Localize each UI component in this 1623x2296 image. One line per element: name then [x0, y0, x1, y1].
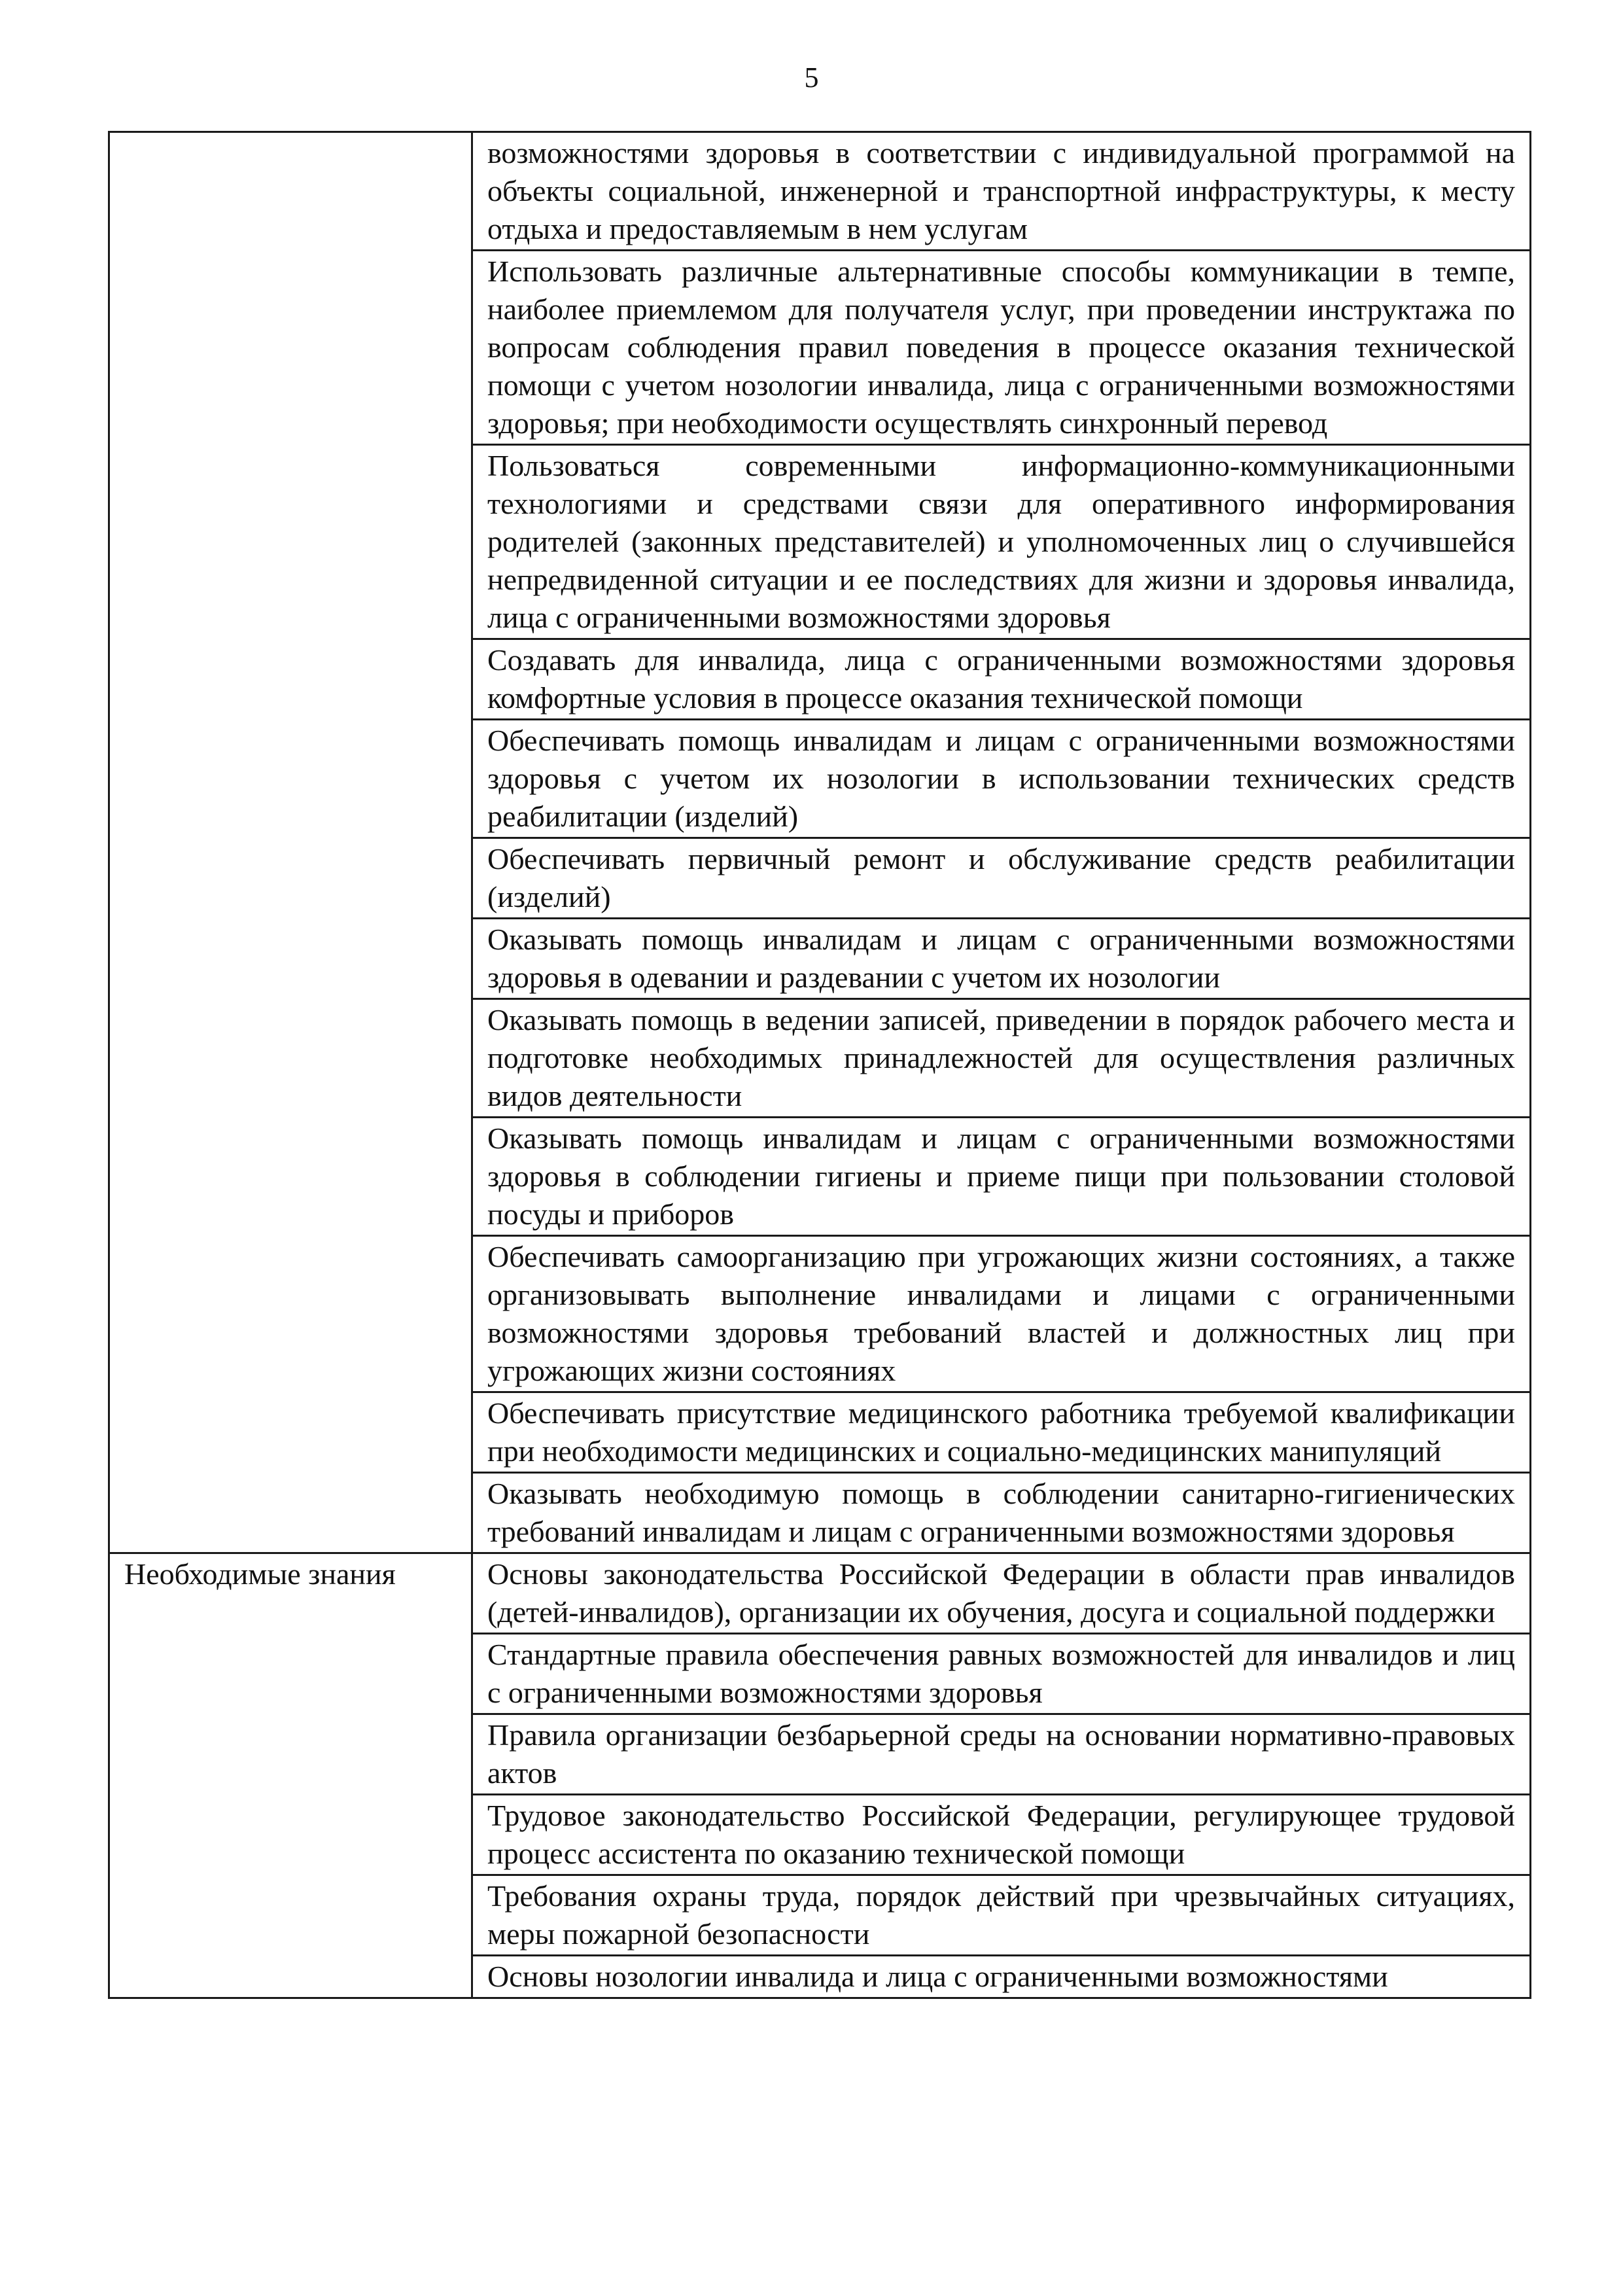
skill-cell: Обеспечивать первичный ремонт и обслуживание средств реабилитации (изделий)	[472, 838, 1531, 919]
section-heading-knowledge: Необходимые знания	[124, 1557, 396, 1591]
skill-cell: Оказывать помощь инвалидам и лицам с ограниченными возможностями здоровья в одевании и раздевании с учетом их нозологии	[472, 919, 1531, 999]
skill-cell: Обеспечивать самоорганизацию при угрожающих жизни состояниях, а также организовывать выполнение инвалидами и лицами с ограниченными возможностями здоровья требований властей и должностных лиц при угрожающих жизни состояниях	[472, 1236, 1531, 1392]
section-heading-cell	[109, 132, 472, 1553]
section-heading-cell	[109, 1553, 472, 1998]
skill-cell: возможностями здоровья в соответствии с индивидуальной программой на объекты социальной, инженерной и транспортной инфраструктуры, к месту отдыха и предоставляемым в нем услугам	[472, 132, 1531, 251]
skill-cell: Пользоваться современными информационно-коммуникационными технологиями и средствами связи для оперативного информирования родителей (законных представителей) и уполномоченных лиц о случившейся непредвиденной ситуации и ее последствиях для жизни и здоровья инвалида, лица с ограниченными возможностями здоровья	[472, 445, 1531, 639]
competency-table	[108, 131, 1531, 1999]
skill-cell: Обеспечивать присутствие медицинского работника требуемой квалификации при необходимости медицинских и социально-медицинских манипуляций	[472, 1392, 1531, 1473]
knowledge-cell: Трудовое законодательство Российской Федерации, регулирующее трудовой процесс ассистента по оказанию технической помощи	[472, 1795, 1531, 1875]
skill-cell: Оказывать помощь в ведении записей, приведении в порядок рабочего места и подготовке необходимых принадлежностей для осуществления различных видов деятельности	[472, 999, 1531, 1118]
skill-cell: Обеспечивать помощь инвалидам и лицам с ограниченными возможностями здоровья с учетом их нозологии в использовании технических средств реабилитации (изделий)	[472, 720, 1531, 838]
skill-cell: Оказывать необходимую помощь в соблюдении санитарно-гигиенических требований инвалидам и лицам с ограниченными возможностями здоровья	[472, 1473, 1531, 1553]
skill-cell: Создавать для инвалида, лица с ограниченными возможностями здоровья комфортные условия в процессе оказания технической помощи	[472, 639, 1531, 720]
table-row	[109, 132, 1531, 251]
knowledge-cell: Основы законодательства Российской Федерации в области прав инвалидов (детей-инвалидов), организации их обучения, досуга и социальной поддержки	[472, 1553, 1531, 1634]
knowledge-cell: Правила организации безбарьерной среды на основании нормативно-правовых актов	[472, 1714, 1531, 1795]
knowledge-cell: Основы нозологии инвалида и лица с ограниченными возможностями	[472, 1956, 1531, 1998]
table-row	[109, 1553, 1531, 1634]
knowledge-cell: Стандартные правила обеспечения равных возможностей для инвалидов и лиц с ограниченными возможностями здоровья	[472, 1634, 1531, 1714]
page-number: 5	[804, 62, 819, 94]
skill-cell: Использовать различные альтернативные способы коммуникации в темпе, наиболее приемлемом для получателя услуг, при проведении инструктажа по вопросам соблюдения правил поведения в процессе оказания технической помощи с учетом нозологии инвалида, лица с ограниченными возможностями здоровья; при необходимости осуществлять синхронный перевод	[472, 251, 1531, 445]
skill-cell: Оказывать помощь инвалидам и лицам с ограниченными возможностями здоровья в соблюдении гигиены и приеме пищи при пользовании столовой посуды и приборов	[472, 1118, 1531, 1236]
knowledge-cell: Требования охраны труда, порядок действий при чрезвычайных ситуациях, меры пожарной безопасности	[472, 1875, 1531, 1956]
